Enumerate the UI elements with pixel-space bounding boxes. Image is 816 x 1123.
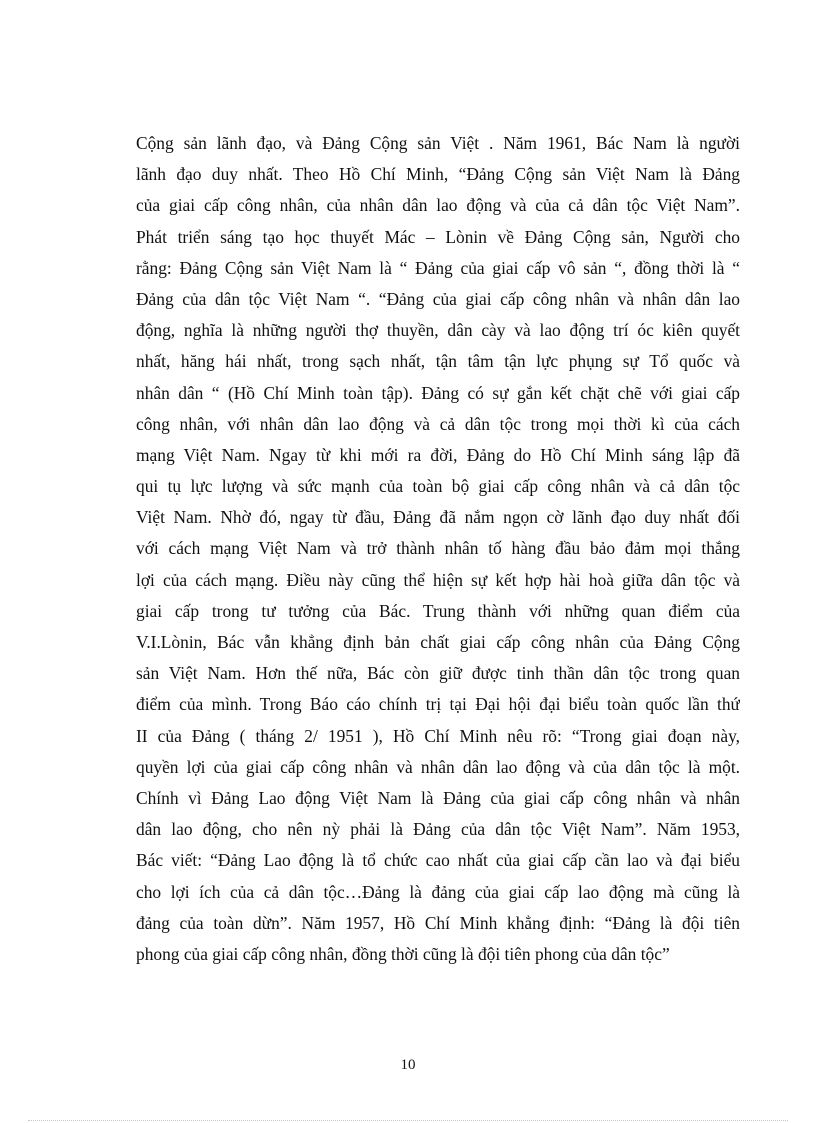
text-line: động, nghĩa là những người thợ thuyền, dân cày và lao động trí óc kiên quyết <box>136 320 740 341</box>
body-paragraph <box>136 128 740 970</box>
text-line: Chính vì Đảng Lao động Việt Nam là Đảng của giai cấp công nhân và nhân <box>136 787 740 808</box>
text-line: điểm của mình. Trong Báo cáo chính trị tại Đại hội đại biểu toàn quốc lần thứ <box>136 694 740 715</box>
text-line: Đảng của dân tộc Việt Nam “. “Đảng của giai cấp công nhân và nhân dân lao <box>136 288 740 309</box>
text-line: với cách mạng Việt Nam và trở thành nhân tố hàng đầu bảo đảm mọi thắng <box>136 538 740 559</box>
text-line: dân lao động, cho nên nỳ phải là Đảng của dân tộc Việt Nam”. Năm 1953, <box>136 819 740 840</box>
text-line: Bác viết: “Đảng Lao động là tổ chức cao nhất của giai cấp cần lao và đại biểu <box>136 850 740 871</box>
text-line: Phát triển sáng tạo học thuyết Mác – Lònin về Đảng Cộng sản, Người cho <box>136 226 740 247</box>
page-bottom-divider <box>28 1120 788 1121</box>
text-line: cho lợi ích của cả dân tộc…Đảng là đảng của giai cấp lao động mà cũng là <box>136 881 740 902</box>
text-line: Cộng sản lãnh đạo, và Đảng Cộng sản Việt . Năm 1961, Bác Nam là người <box>136 133 740 153</box>
text-line: V.I.Lònin, Bác vẫn khẳng định bản chất giai cấp công nhân của Đảng Cộng <box>136 632 740 652</box>
text-line: giai cấp trong tư tưởng của Bác. Trung thành với những quan điểm của <box>136 600 740 621</box>
text-line: nhân dân “ (Hồ Chí Minh toàn tập). Đảng có sự gắn kết chặt chẽ với giai cấp <box>136 382 740 403</box>
text-line: công nhân, với nhân dân lao động và cả dân tộc trong mọi thời kì của cách <box>136 413 740 434</box>
text-line: của giai cấp công nhân, của nhân dân lao động và của cả dân tộc Việt Nam”. <box>136 195 740 216</box>
text-line: lãnh đạo duy nhất. Theo Hồ Chí Minh, “Đảng Cộng sản Việt Nam là Đảng <box>136 164 740 185</box>
text-line: nhất, hăng hái nhất, trong sạch nhất, tận tâm tận lực phụng sự Tổ quốc và <box>136 351 740 372</box>
text-line: Việt Nam. Nhờ đó, ngay từ đầu, Đảng đã nắm ngọn cờ lãnh đạo duy nhất đối <box>136 507 740 528</box>
text-line: sản Việt Nam. Hơn thế nữa, Bác còn giữ được tinh thần dân tộc trong quan <box>136 663 740 684</box>
text-line: đảng của toàn dừn”. Năm 1957, Hồ Chí Minh khẳng định: “Đảng là đội tiên <box>136 912 740 933</box>
text-line: qui tụ lực lượng và sức mạnh của toàn bộ giai cấp công nhân và cả dân tộc <box>136 476 740 497</box>
page-number: 10 <box>400 1057 416 1073</box>
text-line: II của Đảng ( tháng 2/ 1951 ), Hồ Chí Minh nêu rõ: “Trong giai đoạn này, <box>136 725 740 746</box>
text-line: mạng Việt Nam. Ngay từ khi mới ra đời, Đảng do Hồ Chí Minh sáng lập đã <box>136 444 740 465</box>
text-line: phong của giai cấp công nhân, đồng thời cũng là đội tiên phong của dân tộc” <box>136 943 670 964</box>
text-line: quyền lợi của giai cấp công nhân và nhân dân lao động và của dân tộc là một. <box>136 756 740 777</box>
text-line: rằng: Đảng Cộng sản Việt Nam là “ Đảng của giai cấp vô sản “, đồng thời là “ <box>136 257 740 278</box>
text-line: lợi của cách mạng. Điều này cũng thể hiện sự kết hợp hài hoà giữa dân tộc và <box>136 569 740 590</box>
